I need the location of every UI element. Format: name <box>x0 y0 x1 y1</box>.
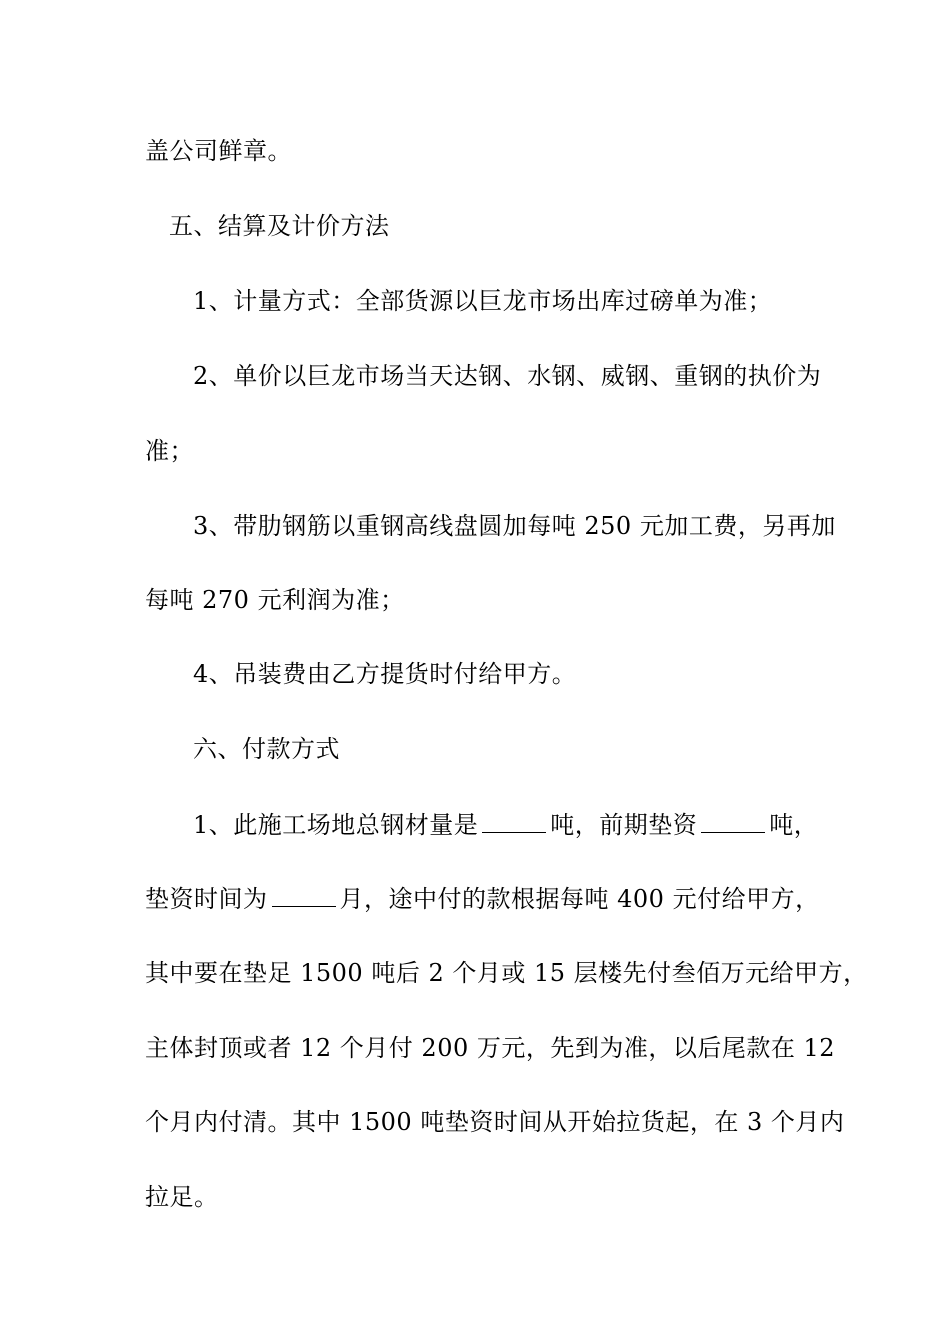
text-line-8: 4、吊装费由乙方提货时付给甲方。 <box>193 660 577 688</box>
text-segment: 吨，前期垫资 <box>550 811 698 839</box>
text-line-4: 2、单价以巨龙市场当天达钢、水钢、威钢、重钢的执价为 <box>193 362 822 390</box>
section-heading-payment: 六、付款方式 <box>193 735 340 763</box>
text-line-5: 准； <box>145 437 194 465</box>
text-line-13: 主体封顶或者 12 个月付 200 万元，先到为准，以后尾款在 12 <box>145 1034 836 1062</box>
section-heading-settlement: 五、结算及计价方法 <box>169 212 390 240</box>
text-line-7: 每吨 270 元利润为准； <box>145 586 405 614</box>
text-line-11 <box>145 884 820 914</box>
text-line-6: 3、带肋钢筋以重钢高线盘圆加每吨 250 元加工费，另再加 <box>193 512 836 540</box>
text-segment: 垫资时间为 <box>145 885 268 913</box>
text-line-15: 拉足。 <box>145 1183 219 1211</box>
text-segment: 1、此施工场地总钢材量是 <box>193 811 479 839</box>
blank-field-advance-months <box>272 884 336 907</box>
text-line-14: 个月内付清。其中 1500 吨垫资时间从开始拉货起，在 3 个月内 <box>145 1108 845 1136</box>
text-line-12: 其中要在垫足 1500 吨后 2 个月或 15 层楼先付叁佰万元给甲方， <box>145 959 868 987</box>
blank-field-advance-tons <box>701 810 765 833</box>
text-line-1: 盖公司鲜章。 <box>145 137 292 165</box>
blank-field-total-steel <box>482 810 546 833</box>
text-segment: 吨， <box>769 811 819 839</box>
text-segment: 月，途中付的款根据每吨 400 元付给甲方， <box>339 885 820 913</box>
text-line-10 <box>193 810 818 840</box>
text-line-3: 1、计量方式：全部货源以巨龙市场出库过磅单为准； <box>193 287 773 315</box>
